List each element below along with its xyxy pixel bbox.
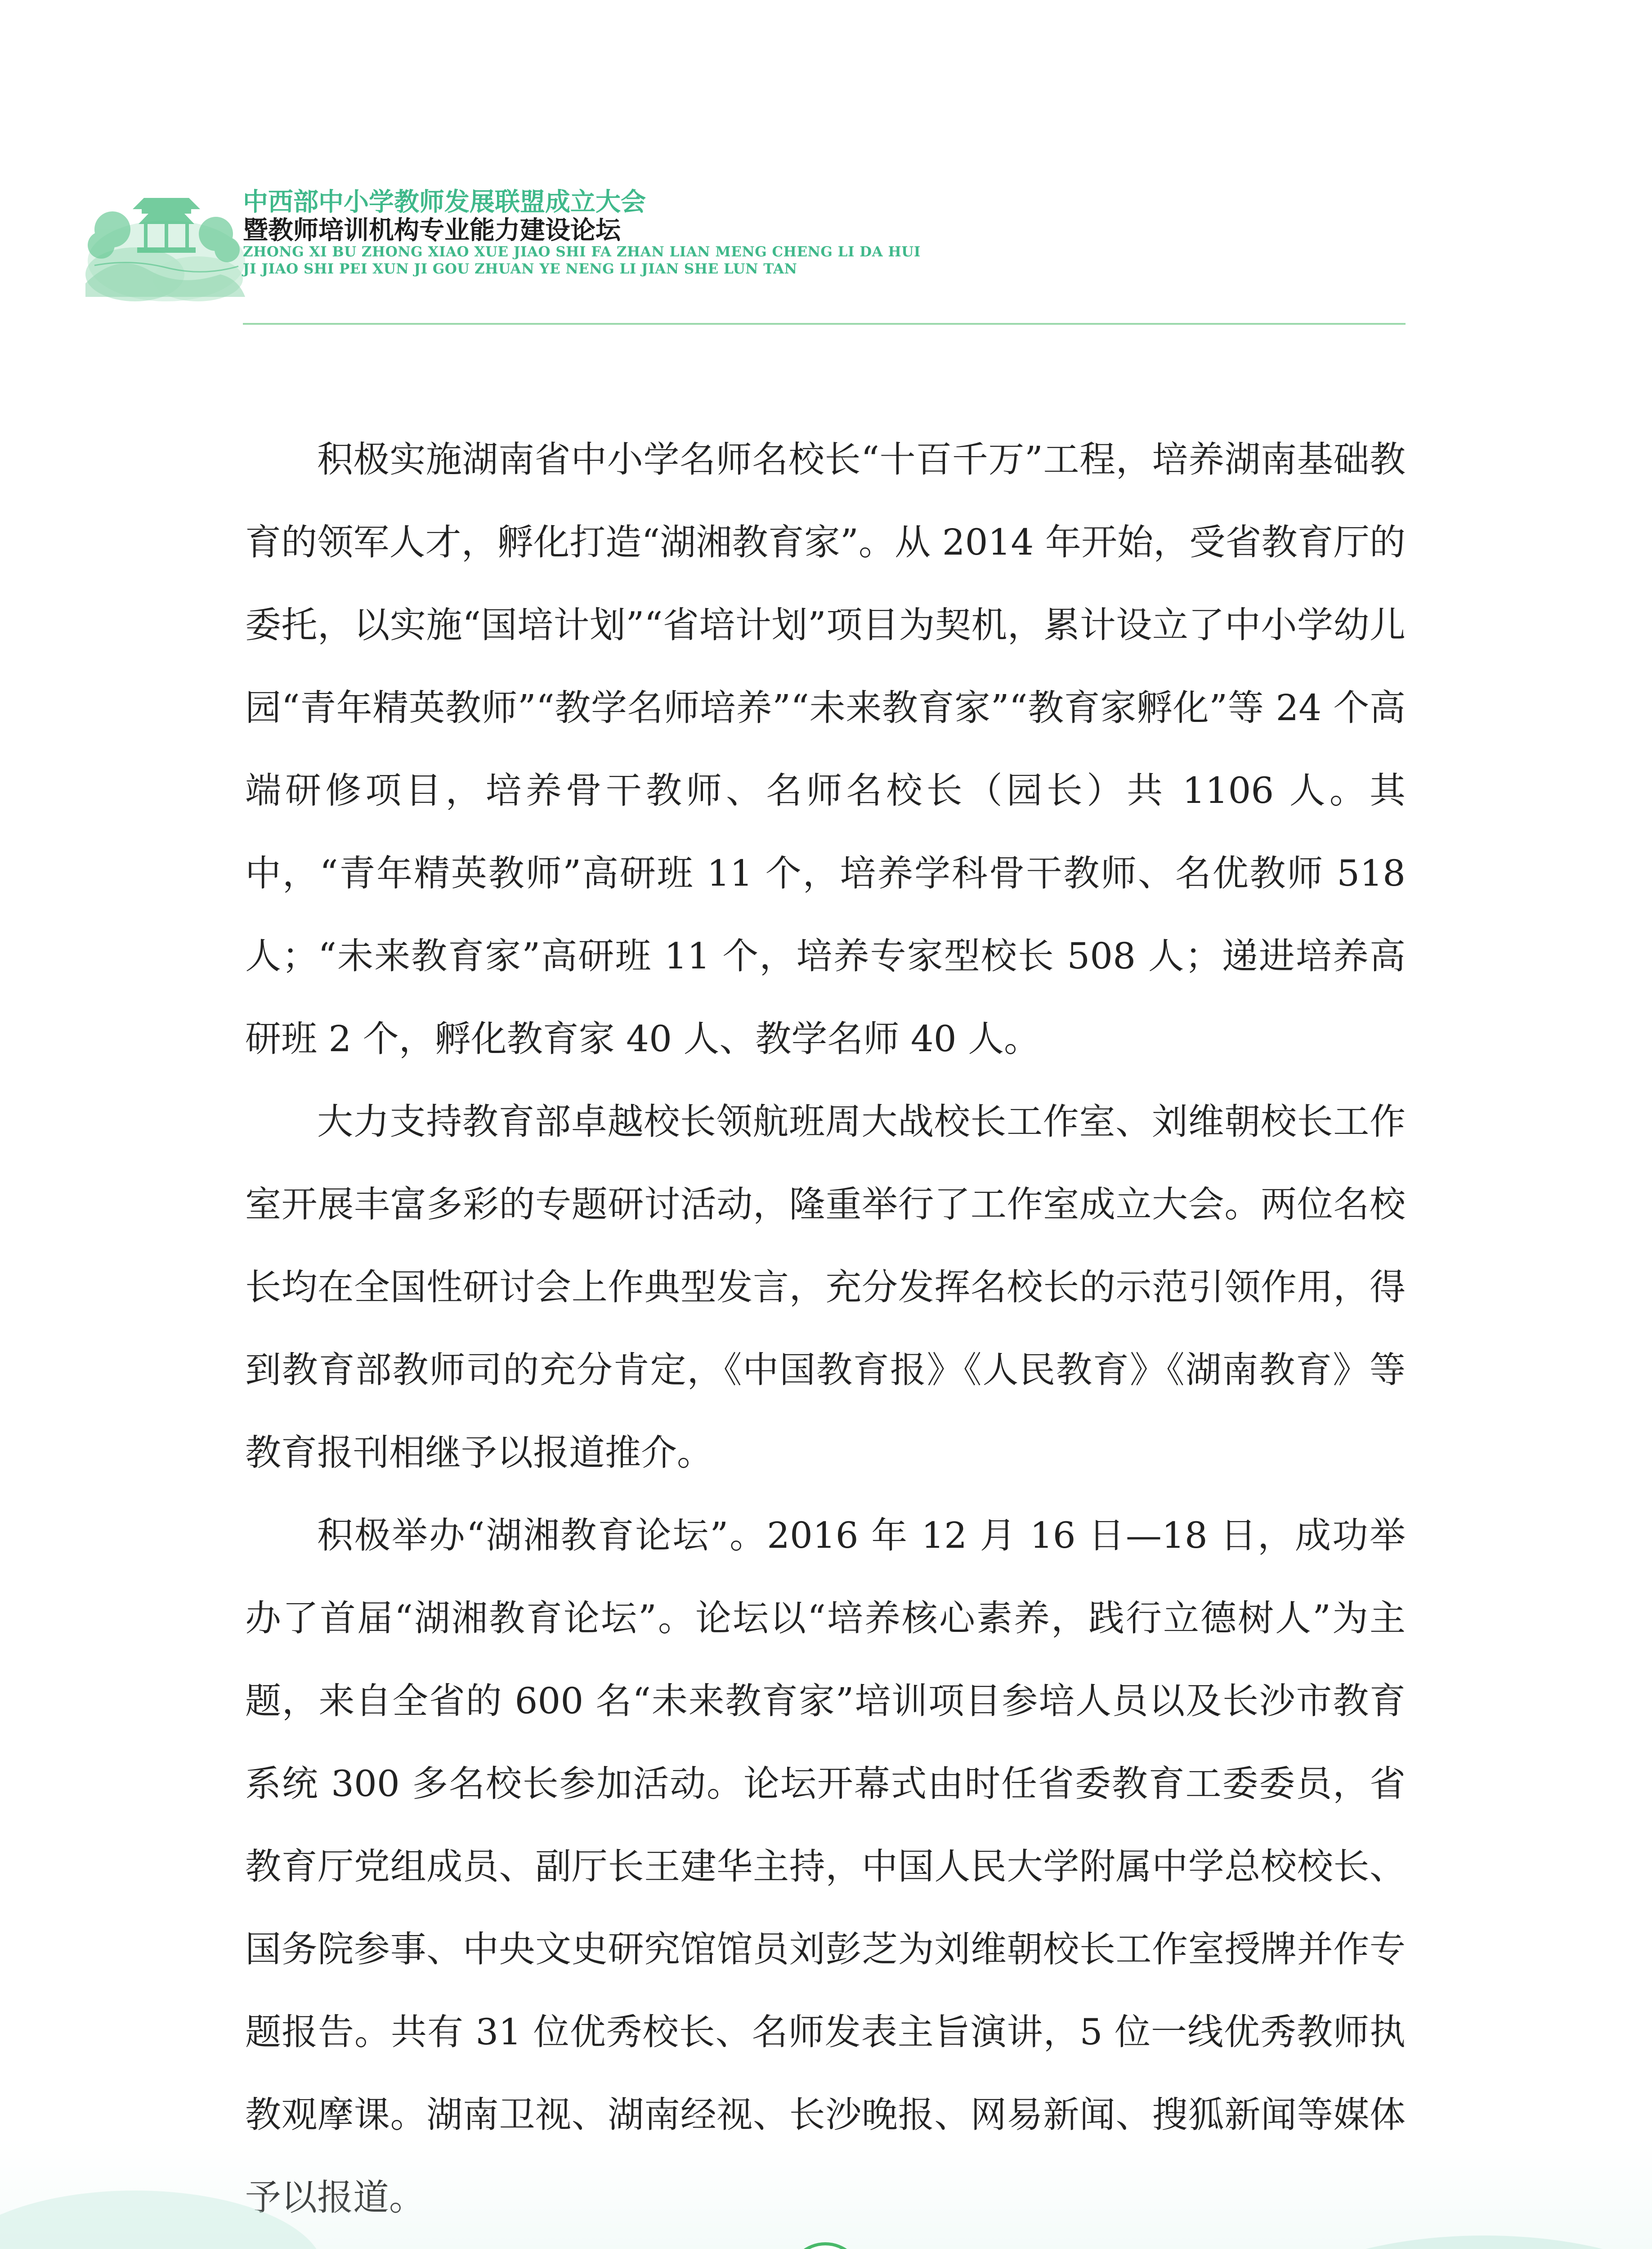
paragraph-1: 积极实施湖南省中小学名师名校长“十百千万”工程，培养湖南基础教育的领军人才，孵化打造“湖湘教育家”。从 2014 年开始，受省教育厅的委托，以实施“国培计划”“省培计划”项目为契机，累计设立了中小学幼儿园“青年精英教师”“教学名师培养”“未来教育家”“教育家孵化”等 24 个高端研修项目，培养骨干教师、名师名校长（园长）共 1106 人。其中，“青年精英教师”高研班 11 个，培养学科骨干教师、名优教师 518 人；“未来教育家”高研班 11 个，培养专家型校长 508 人；递进培养高研班 2 个，孵化教育家 40 人、教学名师 40 人。 — [245, 439, 1406, 1060]
paragraph-3: 积极举办“湖湘教育论坛”。2016 年 12 月 16 日—18 日，成功举办了首届“湖湘教育论坛”。论坛以“培养核心素养，践行立德树人”为主题，来自全省的 600 名“未来教育家”培训项目参培人员以及长沙市教育系统 300 多名校长参加活动。论坛开幕式由时任省委教育工委委员，省教育厅党组成员、副厅长王建华主持，中国人民大学附属中学总校校长、国务院参事、中央文史研究馆馆员刘彭芝为刘维朝校长工作室授牌并作专题报告。共有 31 位优秀校长、名师发表主旨演讲，5 位一线优秀教师执教观摩课。湖南卫视、湖南经视、长沙晚报、网易新闻、搜狐新闻等媒体 — [245, 1514, 1406, 2136]
pavilion-landscape-icon — [76, 162, 247, 310]
header-pinyin-line-1: ZHONG XI BU ZHONG XIAO XUE JIAO SHI FA ZHAN LIAN MENG CHENG LI DA HUI — [243, 244, 921, 260]
article-body — [245, 418, 1406, 2239]
header-subtitle: 暨教师培训机构专业能力建设论坛 — [243, 215, 621, 245]
paragraph-2: 大力支持教育部卓越校长领航班周大战校长工作室、刘维朝校长工作室开展丰富多彩的专题研讨活动，隆重举行了工作室成立大会。两位名校长均在全国性研讨会上作典型发言，充分发挥名校长的示范引领作用，得到教育部教师司的充分肯定，《中国教育报》《人民教育》《湖南教育》等教育报刊相继予以报道推介。 — [245, 1101, 1406, 1474]
header-pinyin-line-2: JI JIAO SHI PEI XUN JI GOU ZHUAN YE NENG LI JIAN SHE LUN TAN — [243, 261, 797, 277]
header-divider — [243, 323, 1406, 325]
header-title: 中西部中小学教师发展联盟成立大会 — [243, 187, 646, 217]
footer-watercolor-decoration — [0, 2137, 1652, 2249]
